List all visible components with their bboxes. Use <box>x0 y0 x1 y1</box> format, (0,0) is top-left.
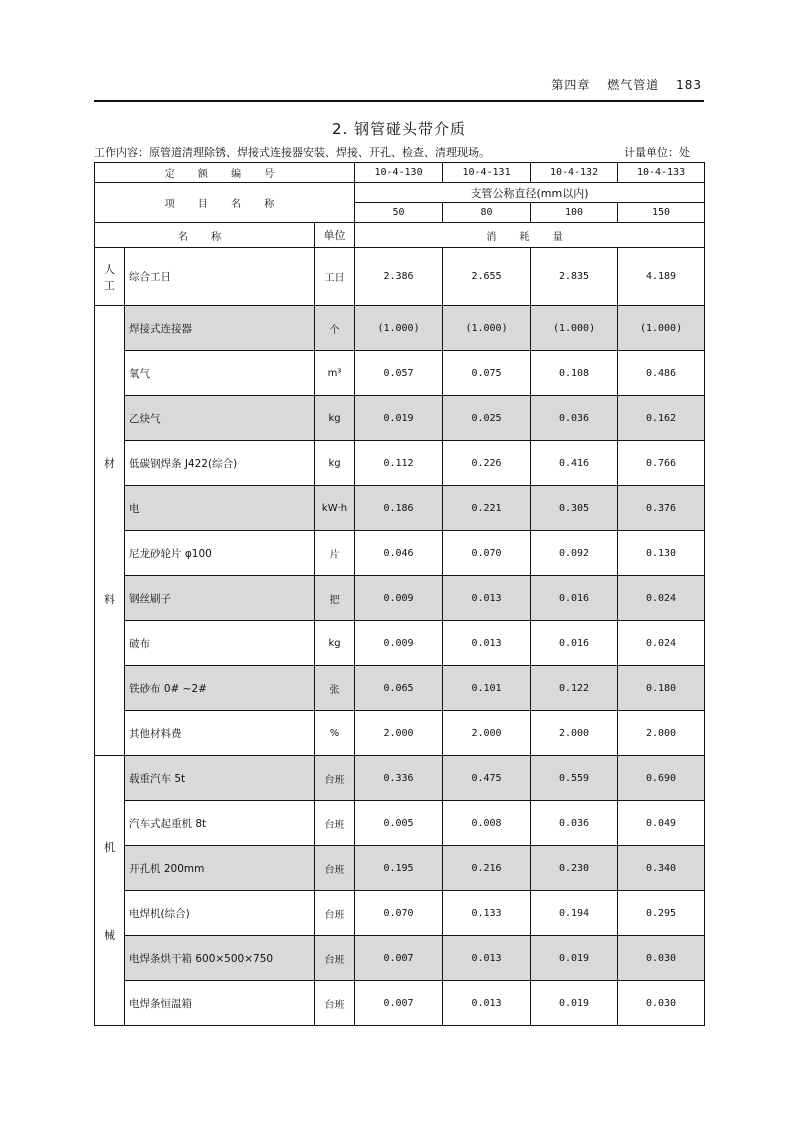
consumption-value: 0.036 <box>531 801 618 846</box>
resource-name: 电焊条恒温箱 <box>125 981 315 1026</box>
consumption-value: 2.000 <box>531 711 618 756</box>
consumption-value: 0.070 <box>443 531 531 576</box>
table-row <box>95 306 705 351</box>
consumption-value: 0.008 <box>443 801 531 846</box>
resource-unit: m³ <box>315 351 355 396</box>
consumption-value: 0.162 <box>618 396 705 441</box>
category-char: 材 <box>104 456 115 470</box>
consumption-value: 0.108 <box>531 351 618 396</box>
consumption-value: 0.075 <box>443 351 531 396</box>
consumption-value: 0.226 <box>443 441 531 486</box>
consumption-value: 2.000 <box>443 711 531 756</box>
consumption-value: 0.057 <box>355 351 443 396</box>
quota-code: 10-4-131 <box>443 163 531 183</box>
consumption-value: 0.019 <box>355 396 443 441</box>
item-name-label: 项 目 名 称 <box>95 183 355 223</box>
resource-unit: kg <box>315 396 355 441</box>
resource-name: 低碳钢焊条 J422(综合) <box>125 441 315 486</box>
materials-category-cell <box>95 306 125 756</box>
resource-name: 氧气 <box>125 351 315 396</box>
resource-name: 综合工日 <box>125 248 315 306</box>
resource-name: 焊接式连接器 <box>125 306 315 351</box>
resource-name: 铁砂布 0# ~2# <box>125 666 315 711</box>
page-number: 183 <box>676 78 702 92</box>
consumption-value: (1.000) <box>618 306 705 351</box>
consumption-value: 0.013 <box>443 621 531 666</box>
diameter-value: 100 <box>531 203 618 223</box>
consumption-value: 0.007 <box>355 936 443 981</box>
consumption-value: 0.230 <box>531 846 618 891</box>
diameter-value: 50 <box>355 203 443 223</box>
consumption-value: 0.690 <box>618 756 705 801</box>
consumption-value: 0.009 <box>355 576 443 621</box>
consumption-value: 0.336 <box>355 756 443 801</box>
table-row <box>95 666 705 711</box>
table-row <box>95 486 705 531</box>
resource-name: 钢丝刷子 <box>125 576 315 621</box>
category-char: 人 <box>104 262 115 276</box>
consumption-value: 0.475 <box>443 756 531 801</box>
table-row <box>95 891 705 936</box>
resource-unit: 台班 <box>315 846 355 891</box>
resource-unit: 个 <box>315 306 355 351</box>
consumption-value: 0.340 <box>618 846 705 891</box>
consumption-value: 0.416 <box>531 441 618 486</box>
item-header-row <box>95 183 705 203</box>
consumption-value: (1.000) <box>531 306 618 351</box>
page-header <box>94 74 704 102</box>
category-char: 械 <box>104 928 115 942</box>
consumption-value: 0.024 <box>618 576 705 621</box>
consumption-value: 0.049 <box>618 801 705 846</box>
consumption-value: 0.005 <box>355 801 443 846</box>
diameter-value: 150 <box>618 203 705 223</box>
consumption-value: 0.766 <box>618 441 705 486</box>
resource-unit: 张 <box>315 666 355 711</box>
unit-of-measure: 计量单位：处 <box>624 146 690 159</box>
consumption-value: 0.016 <box>531 576 618 621</box>
diameter-group-header: 支管公称直径(mm以内) <box>355 183 705 203</box>
resource-unit: 台班 <box>315 981 355 1026</box>
resource-name: 其他材料费 <box>125 711 315 756</box>
resource-unit: kg <box>315 621 355 666</box>
consumption-value: 2.655 <box>443 248 531 306</box>
consumption-value: 0.376 <box>618 486 705 531</box>
resource-unit: % <box>315 711 355 756</box>
table-row <box>95 756 705 801</box>
consumption-value: 0.025 <box>443 396 531 441</box>
table-row <box>95 801 705 846</box>
consumption-column-header: 消 耗 量 <box>355 223 705 248</box>
running-head <box>539 76 702 93</box>
resource-name: 电焊机(综合) <box>125 891 315 936</box>
resource-unit: 台班 <box>315 756 355 801</box>
consumption-value: 0.009 <box>355 621 443 666</box>
quota-code: 10-4-133 <box>618 163 705 183</box>
table-row <box>95 576 705 621</box>
name-column-header: 名 称 <box>95 223 315 248</box>
consumption-value: (1.000) <box>443 306 531 351</box>
resource-unit: 片 <box>315 531 355 576</box>
resource-unit: kW·h <box>315 486 355 531</box>
resource-unit: 台班 <box>315 801 355 846</box>
consumption-value: 0.013 <box>443 981 531 1026</box>
resource-name: 电 <box>125 486 315 531</box>
consumption-value: 0.092 <box>531 531 618 576</box>
consumption-value: 0.013 <box>443 936 531 981</box>
consumption-value: 0.007 <box>355 981 443 1026</box>
consumption-value: 0.559 <box>531 756 618 801</box>
machinery-category-cell <box>95 756 125 1026</box>
resource-unit: 台班 <box>315 936 355 981</box>
diameter-value: 80 <box>443 203 531 223</box>
consumption-value: 2.835 <box>531 248 618 306</box>
table-row <box>95 531 705 576</box>
table-row <box>95 936 705 981</box>
chapter-label: 第四章 <box>551 78 591 92</box>
consumption-value: 0.194 <box>531 891 618 936</box>
resource-name: 破布 <box>125 621 315 666</box>
table-row <box>95 621 705 666</box>
consumption-value: 0.216 <box>443 846 531 891</box>
resource-unit: 工日 <box>315 248 355 306</box>
consumption-value: 0.016 <box>531 621 618 666</box>
quota-code: 10-4-132 <box>531 163 618 183</box>
consumption-value: 0.046 <box>355 531 443 576</box>
resource-unit: 把 <box>315 576 355 621</box>
category-char: 工 <box>104 278 115 292</box>
work-content: 工作内容：原管道清理除锈、焊接式连接器安装、焊接、开孔、检查、清理现场。 <box>94 146 490 159</box>
resource-name: 开孔机 200mm <box>125 846 315 891</box>
consumption-value: 0.122 <box>531 666 618 711</box>
consumption-value: 0.019 <box>531 936 618 981</box>
consumption-value: 0.180 <box>618 666 705 711</box>
consumption-value: 0.019 <box>531 981 618 1026</box>
resource-unit: kg <box>315 441 355 486</box>
consumption-value: 0.101 <box>443 666 531 711</box>
table-row <box>95 711 705 756</box>
consumption-value: 0.030 <box>618 936 705 981</box>
resource-name: 载重汽车 5t <box>125 756 315 801</box>
consumption-value: 0.221 <box>443 486 531 531</box>
quota-table <box>94 162 705 1026</box>
consumption-value: 0.065 <box>355 666 443 711</box>
table-row <box>95 351 705 396</box>
table-row <box>95 981 705 1026</box>
column-header-row <box>95 223 705 248</box>
resource-name: 汽车式起重机 8t <box>125 801 315 846</box>
consumption-value: 0.295 <box>618 891 705 936</box>
table-row <box>95 846 705 891</box>
consumption-value: 2.386 <box>355 248 443 306</box>
consumption-value: 0.030 <box>618 981 705 1026</box>
section-title: 2. 钢管碰头带介质 <box>331 120 467 138</box>
table-row <box>95 248 705 306</box>
category-char: 料 <box>104 592 115 606</box>
consumption-value: 2.000 <box>355 711 443 756</box>
consumption-value: 0.305 <box>531 486 618 531</box>
resource-name: 乙炔气 <box>125 396 315 441</box>
consumption-value: 0.186 <box>355 486 443 531</box>
labor-category-cell <box>95 248 125 306</box>
consumption-value: 0.195 <box>355 846 443 891</box>
consumption-value: 0.133 <box>443 891 531 936</box>
consumption-value: 0.130 <box>618 531 705 576</box>
work-content-line <box>94 144 704 160</box>
consumption-value: 0.486 <box>618 351 705 396</box>
consumption-value: 0.070 <box>355 891 443 936</box>
unit-column-header: 单位 <box>315 223 355 248</box>
quota-code: 10-4-130 <box>355 163 443 183</box>
table-row <box>95 396 705 441</box>
consumption-value: 0.112 <box>355 441 443 486</box>
consumption-value: 4.189 <box>618 248 705 306</box>
quota-code-label: 定 额 编 号 <box>95 163 355 183</box>
consumption-value: (1.000) <box>355 306 443 351</box>
consumption-value: 0.036 <box>531 396 618 441</box>
consumption-value: 2.000 <box>618 711 705 756</box>
resource-name: 电焊条烘干箱 600×500×750 <box>125 936 315 981</box>
resource-name: 尼龙砂轮片 φ100 <box>125 531 315 576</box>
table-row <box>95 441 705 486</box>
resource-unit: 台班 <box>315 891 355 936</box>
quota-code-row <box>95 163 705 183</box>
category-char: 机 <box>104 840 115 854</box>
consumption-value: 0.024 <box>618 621 705 666</box>
section-label: 燃气管道 <box>607 78 660 92</box>
consumption-value: 0.013 <box>443 576 531 621</box>
